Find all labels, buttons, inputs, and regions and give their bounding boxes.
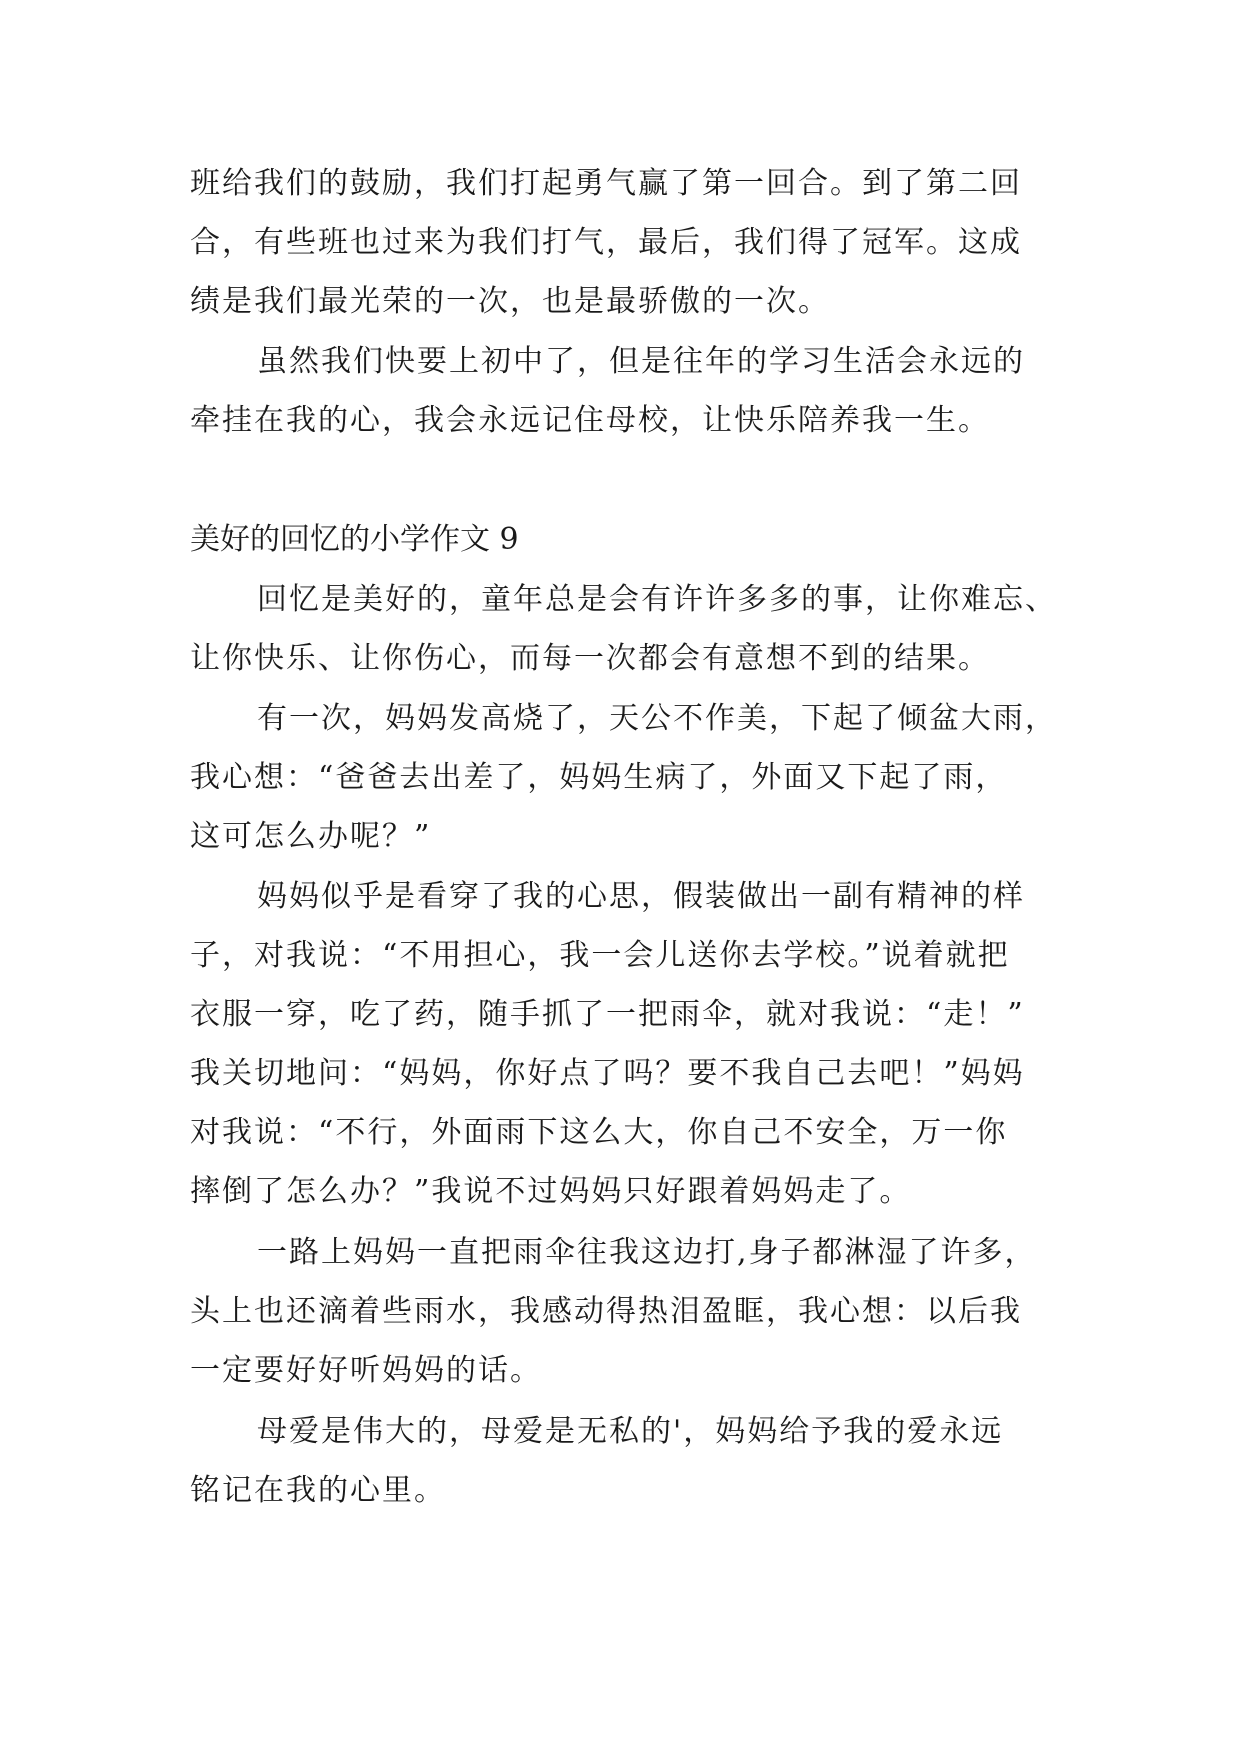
paragraph-line: 合，有些班也过来为我们打气，最后，我们得了冠军。这成 [190,225,1022,260]
paragraph-line: 我心想：“爸爸去出差了，妈妈生病了，外面又下起了雨， [190,760,1008,795]
paragraph-line: 摔倒了怎么办？”我说不过妈妈只好跟着妈妈走了。 [190,1174,912,1209]
paragraph-line: 子，对我说：“不用担心，我一会儿送你去学校。”说着就把 [190,938,1010,973]
paragraph-line: 班给我们的鼓励，我们打起勇气赢了第一回合。到了第二回 [190,166,1022,201]
paragraph-line: 让你快乐、让你伤心，而每一次都会有意想不到的结果。 [190,641,990,676]
paragraph-line: 绩是我们最光荣的一次，也是最骄傲的一次。 [190,284,830,319]
paragraph-line: 母爱是伟大的，母爱是无私的'，妈妈给予我的爱永远 [257,1414,1004,1449]
paragraph-line: 对我说：“不行，外面雨下这么大，你自己不安全，万一你 [190,1115,1008,1150]
paragraph-line: 这可怎么办呢？” [190,819,432,854]
section-heading: 美好的回忆的小学作文 9 [190,522,519,557]
paragraph-line: 一路上妈妈一直把雨伞往我这边打,身子都淋湿了许多， [257,1235,1037,1270]
paragraph-line: 回忆是美好的，童年总是会有许许多多的事，让你难忘、 [257,582,1057,617]
paragraph-line: 一定要好好听妈妈的话。 [190,1353,542,1388]
paragraph-line: 我关切地问：“妈妈，你好点了吗？要不我自己去吧！”妈妈 [190,1056,1025,1091]
paragraph-line: 有一次，妈妈发高烧了，天公不作美，下起了倾盆大雨， [257,701,1057,736]
paragraph-line: 虽然我们快要上初中了，但是往年的学习生活会永远的 [257,344,1025,379]
paragraph-line: 衣服一穿，吃了药，随手抓了一把雨伞，就对我说：“走！” [190,997,1025,1032]
paragraph-line: 铭记在我的心里。 [190,1473,446,1508]
paragraph-line: 妈妈似乎是看穿了我的心思，假装做出一副有精神的样 [257,879,1025,914]
paragraph-line: 牵挂在我的心，我会永远记住母校，让快乐陪养我一生。 [190,403,990,438]
paragraph-line: 头上也还滴着些雨水，我感动得热泪盈眶，我心想：以后我 [190,1294,1022,1329]
